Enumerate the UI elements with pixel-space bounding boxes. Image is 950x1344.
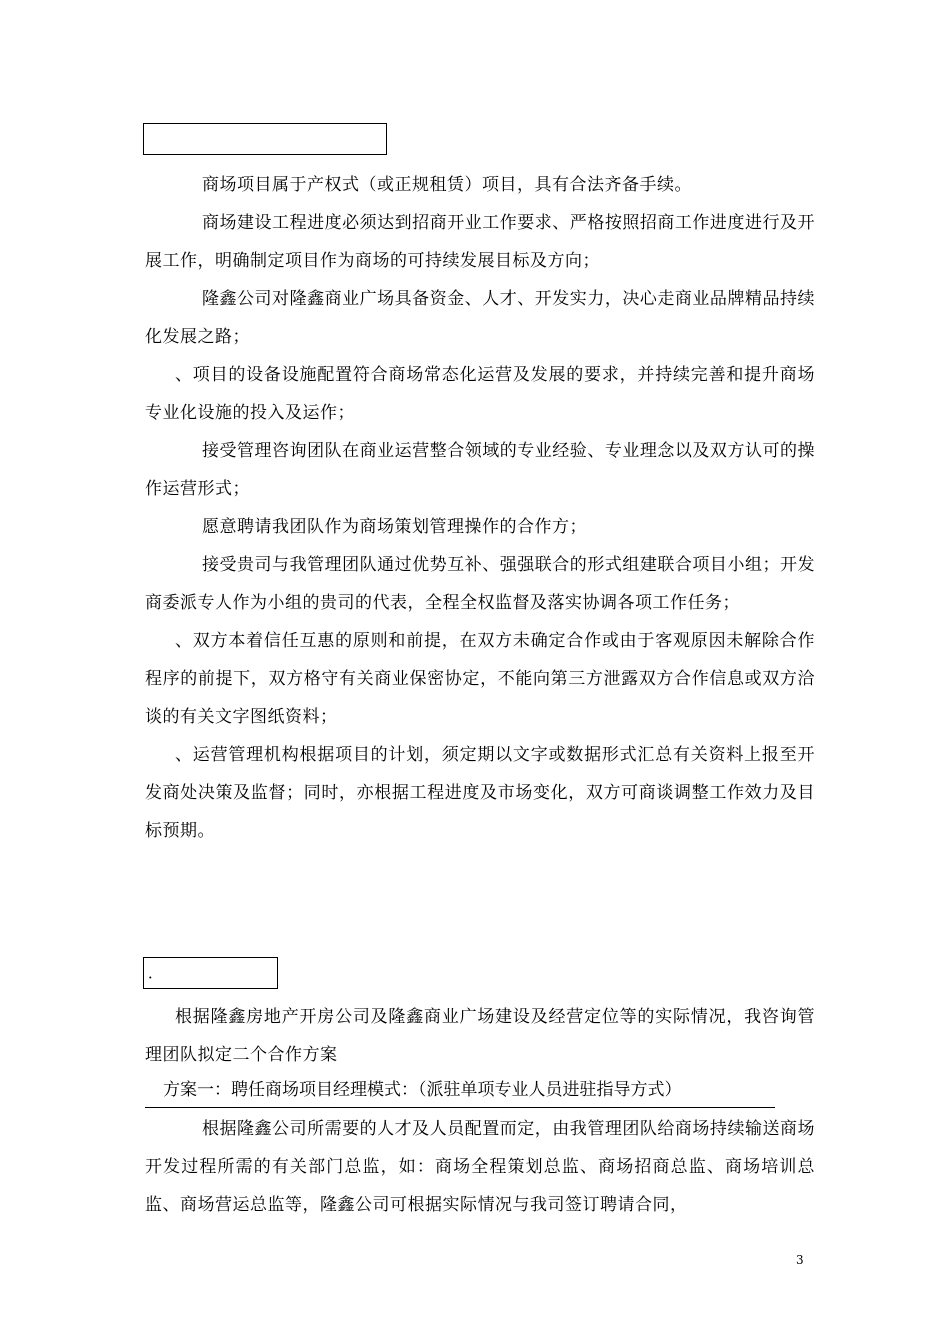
section-heading-box (143, 957, 278, 989)
plan-body (145, 1110, 815, 1224)
paragraph: 接受管理咨询团队在商业运营整合领域的专业经验、专业理念以及双方认可的操作运营形式； (145, 441, 815, 499)
paragraph: 、双方本着信任互惠的原则和前提，在双方未确定合作或由于客观原因未解除合作程序的前提下，双方格守有关商业保密协定，不能向第三方泄露双方合作信息或双方洽谈的有关文字图纸资料； (145, 631, 815, 727)
plan-title-text: 方案一：聘任商场项目经理模式：（派驻单项专业人员进驻指导方式） (163, 1080, 682, 1100)
section-heading-box (143, 123, 387, 155)
page-number: 3 (796, 1253, 804, 1267)
section-body (145, 166, 815, 850)
plan-title (145, 1073, 775, 1108)
section-heading-text: ． (148, 964, 167, 982)
paragraph: 、运营管理机构根据项目的计划，须定期以文字或数据形式汇总有关资料上报至开发商处决策及监督；同时，亦根据工程进度及市场变化，双方可商谈调整工作效力及目标预期。 (145, 745, 815, 841)
paragraph: 接受贵司与我管理团队通过优势互补、强强联合的形式组建联合项目小组；开发商委派专人作为小组的贵司的代表，全程全权监督及落实协调各项工作任务； (145, 555, 815, 613)
paragraph: 商场项目属于产权式（或正规租赁）项目，具有合法齐备手续。 (202, 175, 692, 195)
paragraph: 、项目的设备设施配置符合商场常态化运营及发展的要求，并持续完善和提升商场专业化设施的投入及运作； (145, 365, 815, 423)
section-intro (145, 998, 815, 1074)
paragraph: 根据隆鑫房地产开房公司及隆鑫商业广场建设及经营定位等的实际情况，我咨询管理团队拟定二个合作方案 (145, 1007, 815, 1065)
paragraph: 根据隆鑫公司所需要的人才及人员配置而定，由我管理团队给商场持续输送商场开发过程所需的有关部门总监，如：商场全程策划总监、商场招商总监、商场培训总监、商场营运总监等，隆鑫公司可根据实际情况与我司签订聘请合同， (145, 1119, 815, 1215)
paragraph: 愿意聘请我团队作为商场策划管理操作的合作方； (202, 517, 587, 537)
paragraph: 隆鑫公司对隆鑫商业广场具备资金、人才、开发实力，决心走商业品牌精品持续化发展之路； (145, 289, 815, 347)
paragraph: 商场建设工程进度必须达到招商开业工作要求、严格按照招商工作进度进行及开展工作，明确制定项目作为商场的可持续发展目标及方向； (145, 213, 815, 271)
